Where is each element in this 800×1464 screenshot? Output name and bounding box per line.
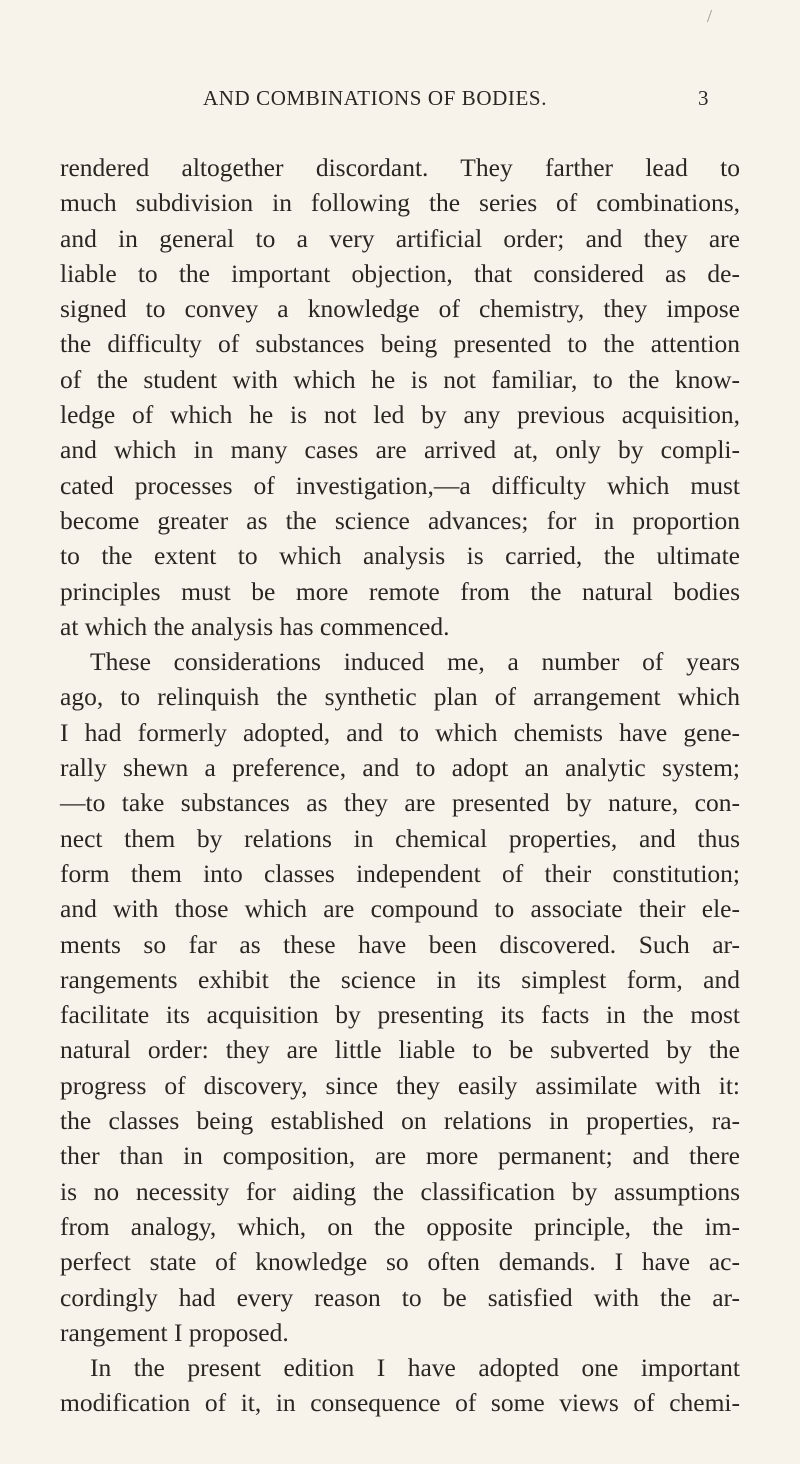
- running-header: [0, 86, 800, 116]
- text-line: signed to convey a knowledge of chemistry, they impose: [60, 294, 740, 324]
- text-line: is no necessity for aiding the classification by assumptions: [60, 1176, 740, 1206]
- text-line: ther than in composition, are more permanent; and there: [60, 1141, 740, 1171]
- text-line: cordingly had every reason to be satisfied with the ar-: [60, 1282, 740, 1312]
- text-line: and with those which are compound to associate their ele-: [60, 894, 740, 924]
- text-line: progress of discovery, since they easily assimilate with it:: [60, 1070, 740, 1100]
- text-line: the difficulty of substances being presented to the attention: [60, 329, 740, 359]
- text-line: I had formerly adopted, and to which chemists have gene-: [60, 717, 740, 747]
- text-line: from analogy, which, on the opposite principle, the im-: [60, 1211, 740, 1241]
- text-line: form them into classes independent of their constitution;: [60, 858, 740, 888]
- text-line: nect them by relations in chemical properties, and thus: [60, 823, 740, 853]
- text-line: and which in many cases are arrived at, only by compli-: [60, 435, 740, 465]
- text-line: In the present edition I have adopted one important: [90, 1353, 740, 1383]
- text-line: much subdivision in following the series of combinations,: [60, 188, 740, 218]
- text-line: and in general to a very artificial order; and they are: [60, 223, 740, 253]
- text-line: modification of it, in consequence of some views of chemi-: [60, 1388, 740, 1418]
- text-line: of the student with which he is not familiar, to the know-: [60, 364, 740, 394]
- text-line: cated processes of investigation,—a difficulty which must: [60, 470, 740, 500]
- text-line: rangement I proposed.: [60, 1317, 289, 1347]
- text-line: natural order: they are little liable to be subverted by the: [60, 1035, 740, 1065]
- text-line: ledge of which he is not led by any previous acquisition,: [60, 400, 740, 430]
- body-text: [60, 150, 740, 1421]
- text-line: perfect state of knowledge so often demands. I have ac-: [60, 1247, 740, 1277]
- text-line: ments so far as these have been discovered. Such ar-: [60, 929, 740, 959]
- page-number: 3: [698, 86, 710, 110]
- text-line: become greater as the science advances; for in proportion: [60, 505, 740, 535]
- running-title: AND COMBINATIONS OF BODIES.: [203, 86, 548, 110]
- text-line: rendered altogether discordant. They farther lead to: [60, 153, 740, 182]
- text-line: —to take substances as they are presented by nature, con-: [60, 788, 740, 818]
- text-line: the classes being established on relations in properties, ra-: [60, 1106, 740, 1136]
- text-line: to the extent to which analysis is carried, the ultimate: [60, 541, 740, 571]
- text-line: liable to the important objection, that considered as de-: [60, 258, 740, 288]
- text-line: facilitate its acquisition by presenting its facts in the most: [60, 1000, 740, 1030]
- text-line: rally shewn a preference, and to adopt an analytic system;: [60, 753, 740, 783]
- text-line: at which the analysis has commenced.: [60, 611, 450, 641]
- text-line: ago, to relinquish the synthetic plan of arrangement which: [60, 682, 740, 712]
- text-line: principles must be more remote from the natural bodies: [60, 576, 740, 606]
- text-line: These considerations induced me, a number of years: [90, 647, 740, 677]
- text-line: rangements exhibit the science in its simplest form, and: [60, 964, 740, 994]
- margin-mark: /: [707, 6, 713, 26]
